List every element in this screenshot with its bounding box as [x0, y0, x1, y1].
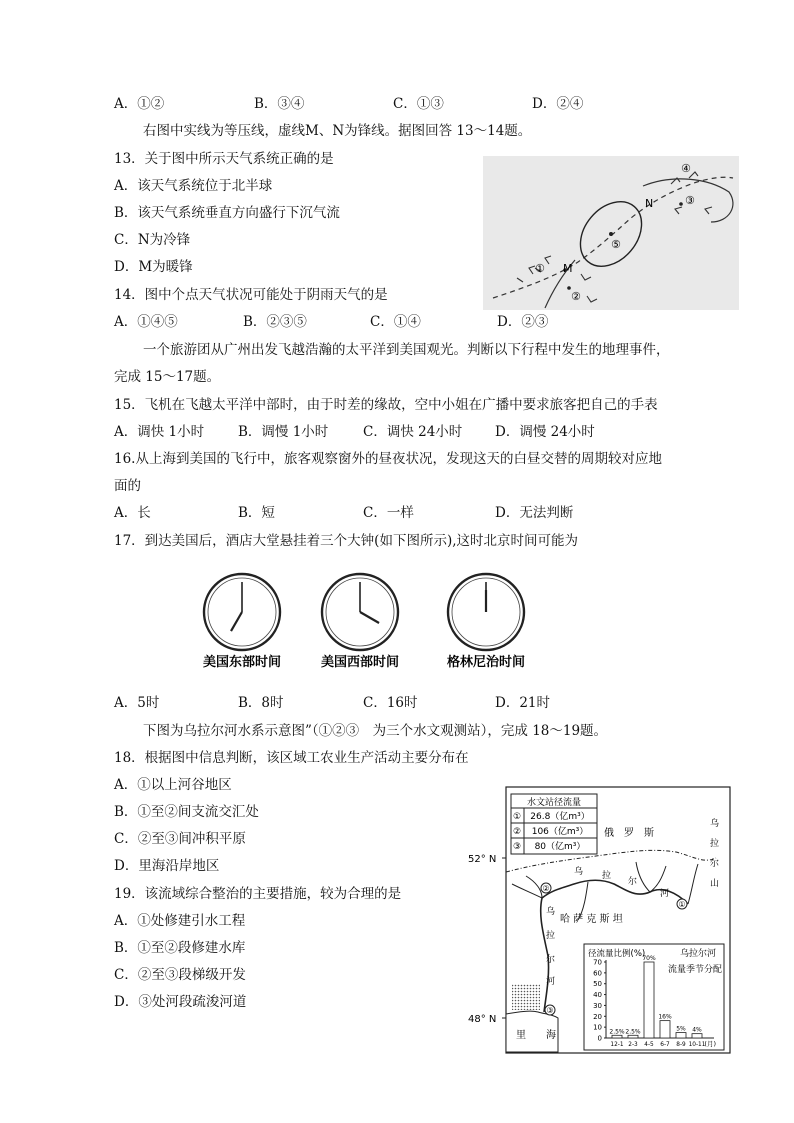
inset-bar [692, 1034, 702, 1038]
place-caspian: 里 海 [516, 1030, 556, 1041]
q15-option-c: C．调快 24小时 [363, 424, 463, 440]
q17-option-c: C．16时 [363, 695, 418, 711]
inset-category-label: 4-5 [644, 1042, 654, 1048]
inset-bar-value: 5% [676, 1025, 686, 1033]
option-b-prev: B．③④ [254, 96, 305, 112]
q18-stem: 18．根据图中信息判断，该区域工农业生产活动主要分布在 [114, 750, 469, 766]
q13-option-b: B．该天气系统垂直方向盛行下沉气流 [114, 205, 340, 221]
q16-option-a: A．长 [114, 505, 151, 521]
inset-category-label: 12-1 [610, 1042, 624, 1048]
q17-option-b: B．8时 [238, 695, 284, 711]
inset-bar [644, 962, 654, 1038]
table-station-2: ② [512, 827, 522, 837]
point-3-dot [679, 202, 683, 206]
q19-option-a: A．①处修建引水工程 [114, 913, 246, 929]
weather-system-map [483, 156, 739, 310]
q14-option-a: A．①④⑤ [114, 314, 178, 330]
inset-bar [676, 1033, 686, 1038]
label-point-5: ⑤ [611, 238, 621, 251]
table-value-2: 106（亿m³） [531, 827, 589, 837]
q17-option-a: A．5时 [114, 695, 160, 711]
svg-text:乌: 乌 [546, 907, 556, 917]
inset-chart [584, 944, 724, 1050]
q18-option-b: B．①至②间支流交汇处 [114, 804, 259, 820]
inset-y-tick-label: 40 [593, 991, 602, 1000]
inset-y-tick-label: 20 [593, 1012, 602, 1021]
label-point-2: ② [571, 290, 581, 303]
svg-text:乌: 乌 [574, 867, 584, 877]
lat-48n: 48° N [468, 1014, 497, 1025]
svg-text:拉: 拉 [710, 839, 720, 849]
pressure-center [609, 232, 613, 236]
inset-xlabel: (月) [704, 1040, 716, 1048]
svg-text:尔: 尔 [710, 859, 720, 869]
inset-bar-value: 2.5% [625, 1028, 641, 1036]
svg-text:拉: 拉 [546, 931, 556, 941]
q14-stem: 14．图中个点天气状况可能处于阴雨天气的是 [114, 287, 388, 303]
table-value-3: 80（亿m³） [534, 842, 586, 852]
label-point-3: ③ [685, 194, 695, 207]
clock-label: 美国东部时间 [202, 655, 282, 670]
q17-stem: 17．到达美国后，酒店大堂悬挂着三个大钟(如下图所示),这时北京时间可能为 [114, 533, 579, 549]
inset-bar [628, 1035, 638, 1038]
inset-category-label: 8-9 [676, 1042, 686, 1048]
inset-bar-value: 70% [642, 955, 656, 962]
q17-option-d: D．21时 [495, 695, 551, 711]
place-kazakhstan: 哈 萨 克 斯 坦 [560, 914, 623, 925]
q18-option-c: C．②至③间冲积平原 [114, 831, 246, 847]
q14-option-b: B．②③⑤ [243, 314, 307, 330]
svg-text:拉: 拉 [602, 871, 612, 881]
lat-52n: 52° N [468, 854, 497, 865]
svg-text:河: 河 [546, 977, 556, 987]
inset-y-tick-label: 0 [597, 1034, 602, 1043]
inset-bar [612, 1035, 622, 1038]
q15-option-b: B．调慢 1小时 [238, 424, 329, 440]
q18-option-d: D．里海沿岸地区 [114, 858, 220, 874]
inset-bar-value: 16% [658, 1013, 672, 1021]
station-3-label: ③ [546, 1006, 554, 1015]
q14-option-c: C．①④ [370, 314, 421, 330]
clocks-figure [196, 566, 546, 676]
inset-category-label: 2-3 [628, 1042, 638, 1048]
q16-stem-line1: 16.从上海到美国的飞行中，旅客观察窗外的昼夜状况，发现这天的白昼交替的周期较对应地 [114, 451, 662, 467]
q16-option-c: C．一样 [363, 505, 414, 521]
delta-dots [512, 984, 540, 1010]
option-d-prev: D．②④ [532, 96, 584, 112]
q16-option-d: D．无法判断 [495, 505, 574, 521]
station-1-label: ① [678, 900, 686, 909]
ural-river-map [466, 786, 732, 1056]
inset-bar-value: 2.5% [609, 1028, 625, 1036]
svg-text:尔: 尔 [628, 877, 638, 887]
table-header: 水文站径流量 [526, 798, 582, 808]
q19-option-b: B．①至②段修建水库 [114, 940, 246, 956]
label-point-1: ① [535, 262, 545, 275]
q15-stem: 15．飞机在飞越太平洋中部时，由于时差的缘故，空中小姐在广播中要求旅客把自己的手表 [114, 397, 658, 413]
table-station-1: ① [512, 812, 522, 822]
table-value-1: 26.8（亿m³） [530, 812, 590, 822]
inset-y-tick-label: 50 [593, 980, 602, 989]
label-n: N [645, 197, 654, 210]
inset-bar-value: 4% [692, 1026, 702, 1034]
option-a-prev: A．①② [114, 96, 165, 112]
intro-15-17-line2: 完成 15～17题。 [114, 369, 221, 385]
q13-option-d: D．M为暖锋 [114, 259, 193, 275]
inset-y-tick-label: 70 [593, 958, 602, 967]
place-russia: 俄 罗 斯 [604, 828, 654, 839]
q18-option-a: A．①以上河谷地区 [114, 777, 232, 793]
clock-label: 美国西部时间 [320, 655, 400, 670]
table-station-3: ③ [512, 842, 522, 852]
q13-option-c: C．N为冷锋 [114, 232, 191, 248]
label-point-4: ④ [681, 162, 691, 175]
svg-text:乌: 乌 [710, 819, 720, 829]
q13-stem: 13．关于图中所示天气系统正确的是 [114, 151, 334, 167]
inset-subtitle: 流量季节分配 [668, 965, 723, 975]
inset-category-label: 10-11 [688, 1042, 706, 1048]
q19-stem: 19．该流域综合整治的主要措施，较为合理的是 [114, 886, 402, 902]
inset-y-tick-label: 30 [593, 1001, 602, 1010]
q15-option-a: A．调快 1小时 [114, 424, 205, 440]
inset-y-tick-label: 60 [593, 969, 602, 978]
q14-option-d: D．②③ [497, 314, 549, 330]
q15-option-d: D．调慢 24小时 [495, 424, 595, 440]
option-c-prev: C．①③ [393, 96, 444, 112]
inset-bar [660, 1021, 670, 1038]
clock-label: 格林尼治时间 [446, 655, 526, 670]
intro-13-14: 右图中实线为等压线，虚线M、N为锋线。据图回答 13～14题。 [143, 123, 532, 139]
intro-15-17-line1: 一个旅游团从广州出发飞越浩瀚的太平洋到美国观光。判断以下行程中发生的地理事件， [143, 342, 670, 358]
inset-ylabel: 径流量比例(%) [588, 949, 646, 959]
q13-option-a: A．该天气系统位于北半球 [114, 178, 273, 194]
inset-title: 乌拉尔河 [680, 949, 717, 959]
q19-option-d: D．③处河段疏浚河道 [114, 994, 247, 1010]
station-2-label: ② [542, 884, 550, 893]
svg-text:尔: 尔 [546, 955, 556, 965]
label-m: M [563, 262, 573, 275]
q16-option-b: B．短 [238, 505, 275, 521]
inset-y-tick-label: 10 [593, 1023, 602, 1032]
inset-category-label: 6-7 [660, 1042, 670, 1048]
q19-option-c: C．②至③段梯级开发 [114, 967, 246, 983]
runoff-table [511, 794, 597, 854]
svg-text:河: 河 [660, 889, 670, 899]
svg-text:山: 山 [710, 879, 720, 889]
q16-stem-line2: 面的 [114, 478, 141, 494]
intro-18-19: 下图为乌拉尔河水系示意图”（①②③ 为三个水文观测站），完成 18～19题。 [143, 723, 608, 739]
